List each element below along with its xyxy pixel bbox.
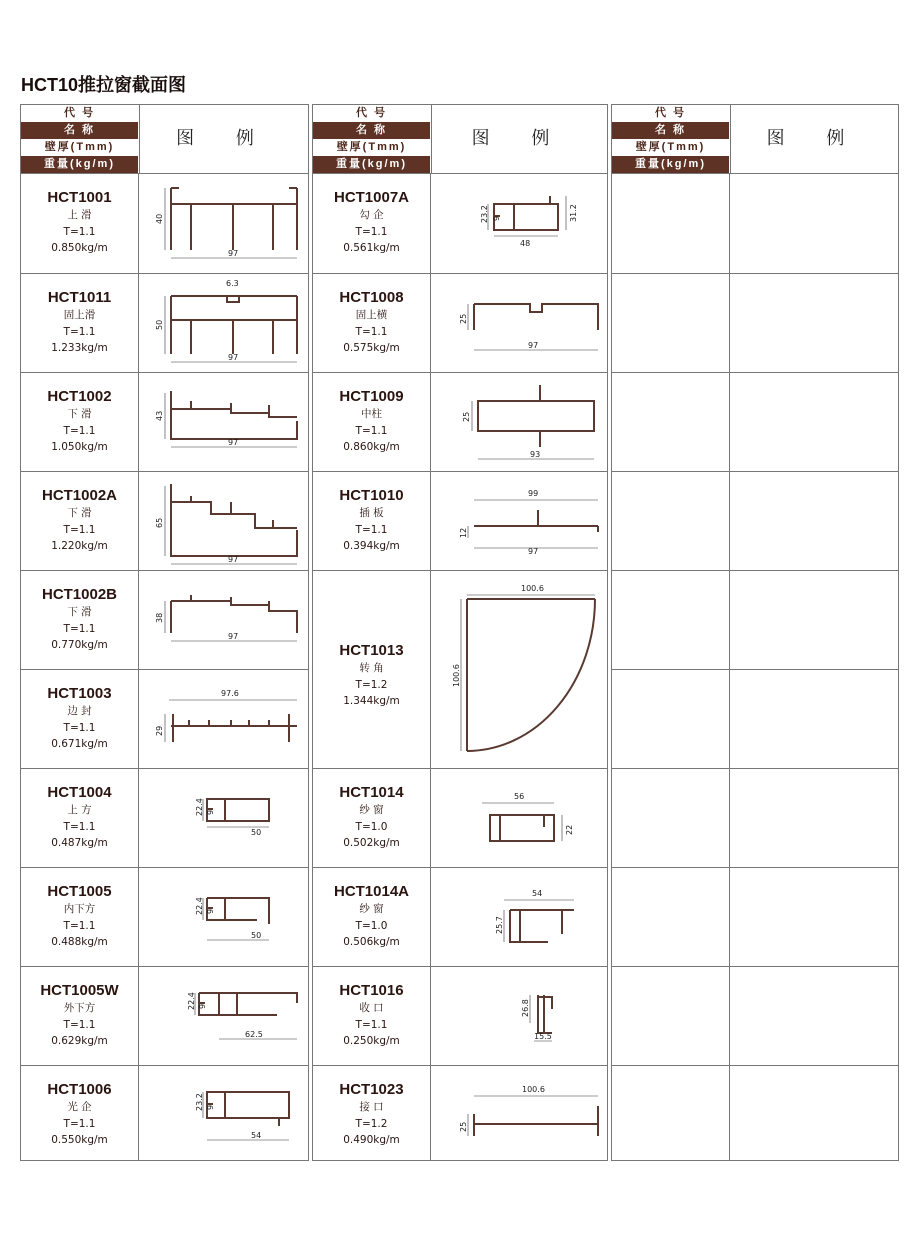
profile-drawing — [431, 373, 607, 471]
profile-drawing — [431, 1066, 607, 1164]
dim-label: 97 — [528, 547, 539, 556]
table-row — [612, 1065, 898, 1066]
profile-drawing — [139, 670, 309, 768]
profile-name: 收 口 — [359, 1002, 384, 1014]
table-row — [313, 966, 607, 1066]
table-row — [313, 768, 607, 868]
profile-code: HCT1006 — [47, 1081, 112, 1098]
dim-label: 25 — [459, 313, 468, 324]
profile-name: 勾 企 — [359, 209, 384, 221]
profile-name: 上 方 — [67, 804, 92, 816]
profile-drawing — [139, 274, 309, 372]
table-row — [313, 372, 607, 472]
dim-label: 23.2 — [480, 205, 489, 223]
profile-name: 下 滑 — [67, 606, 92, 618]
profile-thickness: T=1.0 — [355, 919, 388, 932]
profile-thickness: T=1.1 — [63, 424, 96, 437]
table-row — [612, 471, 898, 472]
profile-name: 内下方 — [63, 903, 96, 915]
profile-weight: 1.233kg/m — [51, 342, 108, 354]
profile-code: HCT1002B — [41, 586, 118, 603]
dim-label: 25 — [459, 1121, 468, 1132]
profile-weight: 0.575kg/m — [343, 342, 400, 354]
dim-label: 97 — [228, 353, 239, 362]
dim-label: 97 — [228, 555, 239, 564]
dim-label: 99 — [528, 489, 539, 498]
profile-weight: 0.770kg/m — [51, 639, 108, 651]
profile-thickness: T=1.1 — [63, 820, 96, 833]
header-code-label: 代 号 — [21, 105, 138, 122]
profile-weight: 0.488kg/m — [51, 936, 108, 948]
dim-label: 50 — [251, 828, 262, 837]
dim-label: 65 — [155, 517, 164, 528]
dim-label: 9 — [492, 215, 501, 221]
profile-weight: 0.550kg/m — [51, 1134, 108, 1146]
header-weight-label: 重量(kg/m) — [313, 156, 430, 173]
profile-name: 插 板 — [359, 507, 384, 519]
dim-label: 12 — [459, 527, 468, 538]
profile-name: 上 滑 — [67, 209, 92, 221]
profile-code: HCT1007A — [333, 189, 410, 206]
header-code-label: 代 号 — [313, 105, 430, 122]
dim-label: 100.6 — [521, 584, 544, 593]
header-name-label: 名 称 — [313, 122, 430, 139]
profile-code: HCT1023 — [339, 1081, 404, 1098]
profile-name: 下 滑 — [67, 408, 92, 420]
profile-thickness: T=1.1 — [63, 1018, 96, 1031]
profile-thickness: T=1.1 — [355, 1018, 388, 1031]
profile-name: 纱 窗 — [359, 903, 384, 915]
profile-thickness: T=1.1 — [63, 523, 96, 536]
profile-code: HCT1013 — [339, 642, 404, 659]
profile-drawing — [139, 174, 309, 272]
profile-name: 外下方 — [63, 1002, 96, 1014]
header-thickness-label: 壁厚(Tmm) — [313, 139, 430, 156]
profile-table-2 — [312, 104, 608, 1161]
dim-label: 31.2 — [569, 204, 578, 222]
header-thickness-label: 壁厚(Tmm) — [21, 139, 138, 156]
profile-code: HCT1004 — [47, 784, 112, 801]
header-legend-label: 图 例 — [139, 105, 308, 173]
header-name-label: 名 称 — [21, 122, 138, 139]
table-row — [21, 867, 308, 967]
dim-label: 97 — [228, 632, 239, 641]
dim-label: 9 — [206, 1104, 215, 1110]
dim-label: 38 — [155, 612, 164, 623]
table-row — [313, 471, 607, 571]
table-header — [612, 105, 898, 174]
table-header — [21, 105, 308, 174]
profile-name: 接 口 — [359, 1101, 384, 1113]
profile-thickness: T=1.1 — [63, 919, 96, 932]
profile-code: HCT1009 — [339, 388, 404, 405]
dim-label: 25.7 — [495, 916, 504, 934]
dim-label: 22.4 — [187, 992, 196, 1010]
table-row — [21, 669, 308, 769]
profile-weight: 1.220kg/m — [51, 540, 108, 552]
profile-thickness: T=1.1 — [355, 325, 388, 338]
dim-label: 6.3 — [226, 279, 239, 288]
table-header — [313, 105, 607, 174]
profile-code: HCT1002 — [47, 388, 112, 405]
profile-name: 下 滑 — [67, 507, 92, 519]
profile-drawing — [139, 472, 309, 570]
profile-drawing — [139, 769, 309, 867]
dim-label: 26.8 — [521, 999, 530, 1017]
profile-weight: 0.850kg/m — [51, 242, 108, 254]
header-thickness-label: 壁厚(Tmm) — [612, 139, 729, 156]
profile-name: 边 封 — [67, 705, 92, 717]
dim-label: 62.5 — [245, 1030, 263, 1039]
profile-table-1 — [20, 104, 309, 1161]
dim-label: 54 — [251, 1131, 262, 1140]
profile-code: HCT1002A — [41, 487, 118, 504]
dim-label: 22.4 — [195, 897, 204, 915]
profile-weight: 0.629kg/m — [51, 1035, 108, 1047]
profile-thickness: T=1.1 — [63, 1117, 96, 1130]
dim-label: 93 — [530, 450, 541, 459]
dim-label: 29 — [155, 725, 164, 736]
table-row — [313, 867, 607, 967]
dim-label: 97 — [228, 438, 239, 447]
profile-name: 固上滑 — [63, 309, 96, 321]
profile-weight: 0.250kg/m — [343, 1035, 400, 1047]
profile-drawing — [139, 571, 309, 669]
table-row — [313, 273, 607, 373]
profile-drawing — [139, 1066, 309, 1164]
table-row — [612, 273, 898, 274]
profile-name: 中柱 — [361, 408, 382, 420]
profile-drawing — [431, 769, 607, 867]
profile-drawing — [139, 373, 309, 471]
dim-label: 43 — [155, 410, 164, 421]
profile-drawing — [139, 967, 309, 1065]
dim-label: 48 — [520, 239, 531, 248]
header-weight-label: 重量(kg/m) — [612, 156, 729, 173]
profile-weight: 0.490kg/m — [343, 1134, 400, 1146]
dim-label: 97.6 — [221, 689, 239, 698]
header-code-label: 代 号 — [612, 105, 729, 122]
dim-label: 25 — [462, 411, 471, 422]
profile-thickness: T=1.1 — [63, 622, 96, 635]
profile-weight: 1.050kg/m — [51, 441, 108, 453]
profile-code: HCT1005W — [40, 982, 119, 999]
profile-drawing — [431, 472, 607, 570]
table-row — [21, 273, 308, 373]
profile-drawing — [431, 868, 607, 966]
header-legend-label: 图 例 — [730, 105, 898, 173]
profile-table-3 — [611, 104, 899, 1161]
profile-thickness: T=1.1 — [63, 325, 96, 338]
header-name-label: 名 称 — [612, 122, 729, 139]
profile-drawing — [431, 274, 607, 372]
table-row — [612, 669, 898, 670]
profile-name: 光 企 — [67, 1101, 92, 1113]
table-row — [612, 867, 898, 868]
header-legend-label: 图 例 — [431, 105, 607, 173]
profile-thickness: T=1.1 — [355, 424, 388, 437]
page-title: HCT10推拉窗截面图 — [21, 75, 187, 95]
profile-weight: 0.394kg/m — [343, 540, 400, 552]
table-row — [21, 174, 308, 273]
profile-name: 纱 窗 — [359, 804, 384, 816]
table-row — [612, 570, 898, 571]
profile-code: HCT1005 — [47, 883, 112, 900]
profile-weight: 1.344kg/m — [343, 695, 400, 707]
table-row — [313, 570, 607, 769]
profile-code: HCT1014 — [339, 784, 404, 801]
table-row — [21, 372, 308, 472]
profile-thickness: T=1.1 — [63, 721, 96, 734]
dim-label: 97 — [528, 341, 539, 350]
dim-label: 22 — [565, 824, 574, 835]
profile-weight: 0.506kg/m — [343, 936, 400, 948]
profile-thickness: T=1.2 — [355, 1117, 388, 1130]
header-weight-label: 重量(kg/m) — [21, 156, 138, 173]
profile-code: HCT1003 — [47, 685, 112, 702]
profile-drawing — [139, 868, 309, 966]
dim-label: 9 — [206, 809, 215, 815]
profile-weight: 0.487kg/m — [51, 837, 108, 849]
profile-code: HCT1001 — [47, 189, 112, 206]
table-row — [313, 1065, 607, 1162]
profile-weight: 0.860kg/m — [343, 441, 400, 453]
profile-weight: 0.502kg/m — [343, 837, 400, 849]
profile-drawing — [431, 174, 607, 272]
profile-name: 转 角 — [359, 662, 384, 674]
table-row — [21, 1065, 308, 1162]
profile-code: HCT1011 — [47, 289, 112, 306]
table-row — [21, 570, 308, 670]
dim-label: 50 — [251, 931, 262, 940]
dim-label: 54 — [532, 889, 543, 898]
profile-thickness: T=1.1 — [63, 225, 96, 238]
dim-label: 97 — [228, 249, 239, 258]
table-row — [21, 471, 308, 571]
profile-thickness: T=1.0 — [355, 820, 388, 833]
table-row — [21, 966, 308, 1066]
dim-label: 23.2 — [195, 1093, 204, 1111]
table-row — [612, 768, 898, 769]
profile-name: 固上横 — [355, 309, 388, 321]
profile-code: HCT1008 — [339, 289, 404, 306]
dim-label: 9 — [198, 1003, 207, 1009]
dim-label: 15.5 — [534, 1032, 552, 1041]
dim-label: 9 — [206, 908, 215, 914]
table-row — [612, 372, 898, 373]
profile-weight: 0.671kg/m — [51, 738, 108, 750]
profile-code: HCT1014A — [333, 883, 410, 900]
dim-label: 50 — [155, 319, 164, 330]
dim-label: 100.6 — [522, 1085, 545, 1094]
dim-label: 100.6 — [452, 664, 461, 687]
profile-drawing — [431, 571, 607, 769]
table-row — [21, 768, 308, 868]
profile-code: HCT1010 — [339, 487, 404, 504]
dim-label: 22.4 — [195, 798, 204, 816]
profile-code: HCT1016 — [339, 982, 404, 999]
profile-thickness: T=1.1 — [355, 225, 388, 238]
profile-thickness: T=1.2 — [355, 678, 388, 691]
profile-weight: 0.561kg/m — [343, 242, 400, 254]
profile-drawing — [431, 967, 607, 1065]
table-row — [612, 966, 898, 967]
dim-label: 40 — [155, 213, 164, 224]
profile-thickness: T=1.1 — [355, 523, 388, 536]
table-row — [313, 174, 607, 273]
dim-label: 56 — [514, 792, 525, 801]
